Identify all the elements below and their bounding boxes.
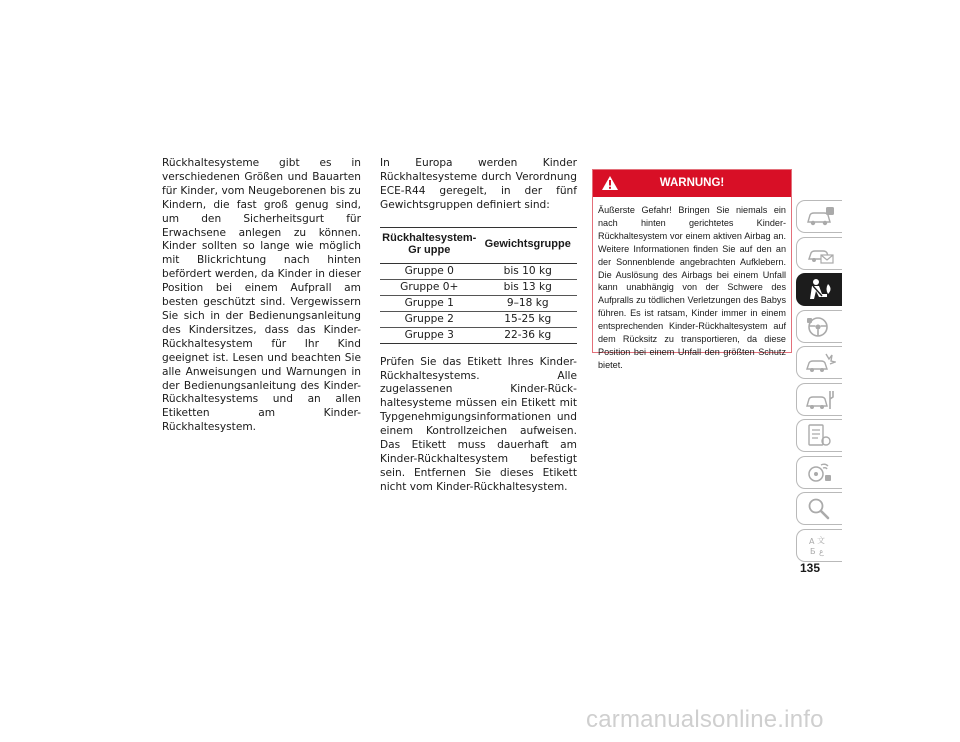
table-row [380,327,577,343]
warning-text: Äußerste Gefahr! Bringen Sie niemals ein nach hinten gerichtetes Kinder-Rückhaltesystem vor einem aktiven Airbag an. Weitere Informationen finden Sie auf den an der Sonnenblende angebrachten Aufklebern. Die Auslösung des Airbags bei einem Unfall kann unabhängig von der Schwere des Aufpralls zu tödlichen Verletzungen des Babys führen. Es ist ratsam, Kinder immer in einem entsprechenden Kinder-Rückhaltesystem auf dem Rücksitz zu transportieren, da diese Position bei einem Unfall den größten Schutz bietet. [598,205,786,370]
search-index-icon [804,496,836,522]
weight-cell: 22-36 kg [479,327,578,343]
svg-text:Б: Б [810,546,816,556]
table-row [380,295,577,311]
chapter-tabs [796,200,842,565]
tab-car-info[interactable] [796,200,842,233]
intro-paragraph: Rückhaltesysteme gibt es in verschiedenen Größen und Bauarten für Kinder, vom Neugeborenen bis zu Kindern, die fast groß genug sind, um den Sicherheitsgurt für Erwachsene anlegen zu können. Kinder sollten so lange wie möglich mit Blickrichtung nach hinten befördert werden, da Kinder in dieser Position bei einem Aufprall am besten geschützt sind. Vergewissern Sie sich in der Bedienungsanleitung des Kindersitzes, dass das Kinder-Rückhaltesystem für Ihr Kind geeignet ist. Lesen und beachten Sie alle Anweisungen und Warnungen in der Bedienungsanleitung des Kinder-Rückhaltesystems und an allen Etiketten am Kinder-Rückhaltesystem. [162,157,361,434]
weight-cell: bis 10 kg [479,263,578,279]
multimedia-icon [804,460,836,486]
tab-multimedia[interactable] [796,456,842,489]
table-row [380,263,577,279]
watermark: carmanualsonline.info [586,706,824,733]
svg-text:A: A [809,536,815,546]
car-info-icon [804,204,836,230]
group-cell: Gruppe 1 [380,295,479,311]
left-text-column [162,157,361,435]
table-header-row [380,227,577,263]
tab-languages[interactable] [796,529,842,562]
car-service-tools-icon [804,387,836,413]
weight-cell: bis 13 kg [479,279,578,295]
car-crash-icon [804,350,836,376]
maintenance-checklist-icon [804,423,836,449]
group-cell: Gruppe 0 [380,263,479,279]
tab-car-envelope[interactable] [796,237,842,270]
warning-triangle-icon [601,175,619,191]
warning-box [592,169,792,370]
tab-car-crash[interactable] [796,346,842,379]
weight-cell: 9–18 kg [479,295,578,311]
steering-wheel-icon [804,314,836,340]
car-envelope-icon [804,241,836,267]
header-weight-group: Gewichtsgruppe [479,227,578,263]
tab-car-service-tools[interactable] [796,383,842,416]
tab-airbag-safety[interactable] [796,273,842,306]
tab-maintenance-checklist[interactable] [796,419,842,452]
weight-cell: 15-25 kg [479,311,578,327]
warning-title: WARNUNG! [659,177,725,189]
group-cell: Gruppe 3 [380,327,479,343]
tab-steering-wheel[interactable] [796,310,842,343]
header-restraint-group: Rückhaltesystem-Gr uppe [380,227,479,263]
languages-icon [804,533,836,559]
tab-search-index[interactable] [796,492,842,525]
group-cell: Gruppe 0+ [380,279,479,295]
svg-text:ع: ع [819,546,824,556]
svg-text:文: 文 [817,535,825,545]
table-row [380,311,577,327]
regulation-paragraph: In Europa werden Kinder Rückhaltesysteme durch Verordnung ECE-R44 geregelt, in der fünf Gewichtsgruppen definiert sind: [380,157,577,211]
airbag-safety-icon [804,277,836,303]
warning-header [593,170,791,197]
middle-text-column [380,157,577,495]
table-row [380,279,577,295]
label-paragraph: Prüfen Sie das Etikett Ihres Kinder-Rückhaltesystems. Alle zugelassenen Kinder-Rückhaltesysteme müssen ein Etikett mit Typgenehmigungsinformationen und einem Kontrollzeichen aufweisen. Das Etikett muss dauerhaft am Kinder-Rückhaltesystem befestigt sein. Entfernen Sie dieses Etikett nicht vom Kinder-Rückhaltesystem. [380,355,577,493]
page-number: 135 [800,561,821,575]
weight-group-table [380,227,577,344]
group-cell: Gruppe 2 [380,311,479,327]
